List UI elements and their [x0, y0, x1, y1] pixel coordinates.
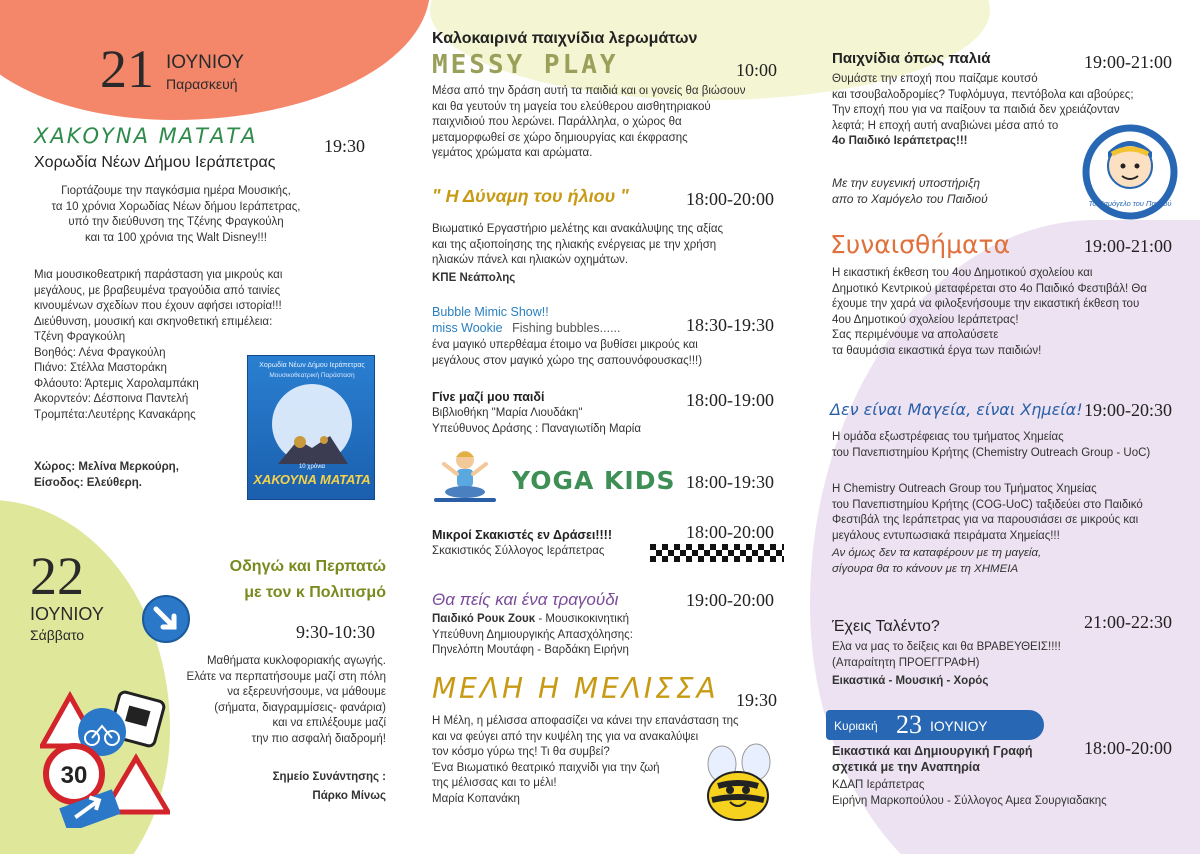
- month-22: ΙΟΥΝΙΟΥ: [30, 604, 104, 624]
- chem-time: 19:00-20:30: [1084, 400, 1172, 420]
- text-line: μεγάλους, με βραβευμένα τραγούδια από ταινίες: [34, 284, 281, 297]
- text-line: Αν όμως δεν τα καταφέρουν με τη μαγεία,: [832, 547, 1042, 559]
- text-line: τον κόσμο γύρω της! Τι θα συμβεί?: [432, 746, 610, 758]
- library-line2: Υπεύθυνος Δράσης : Παναγιωτίδη Μαρία: [432, 422, 641, 435]
- text-line: Την εποχή που για να παίξουν τα παιδιά δεν χρειάζονταν: [832, 104, 1120, 116]
- bubble-line1: Bubble Mimic Show!!: [432, 305, 549, 319]
- emotions-body: [832, 266, 1188, 359]
- date-21: [100, 39, 300, 102]
- messy-heading: Καλοκαιρινά παιχνίδια λερωμάτων: [432, 30, 698, 47]
- text-line: Η Μέλη, η μέλισσα αποφασίζει να κάνει την επανάσταση της: [432, 715, 739, 727]
- text-line: ηλιακών πάνελ και ηλιακών οχημάτων.: [432, 254, 629, 266]
- text-line: Τρομπέτα:Λευτέρης Κανακάρης: [34, 408, 196, 421]
- text-line: κινουμένων σχεδίων που έχουν αφήσει ιστορία!!!: [34, 300, 282, 312]
- art-body: [832, 778, 1188, 809]
- text-line: και τα 100 χρόνια της Walt Disney!!!: [85, 231, 267, 244]
- talent-body: [832, 640, 1188, 690]
- text-line: Πιάνο: Στέλλα Μαστοράκη: [34, 362, 167, 374]
- text-line: παιχνιδιού που λερώνει. Παράλληλα, ο χώρος θα: [432, 116, 682, 128]
- poster-show-text: Μουσικοθεατρική Παράσταση: [269, 372, 355, 379]
- hakuna-time: 19:30: [324, 136, 366, 156]
- date-22: [30, 548, 130, 658]
- text-line: υπό την διεύθυνση της Τζένης Φραγκούλη: [68, 216, 284, 228]
- text-line: Ένα Βιωματικό θεατρικό παιχνίδι για την ζωή: [432, 761, 660, 774]
- hakuna-title: ΧΑΚΟΥΝΑ ΜΑΤΑΤΑ: [34, 124, 258, 148]
- text-line: Η ομάδα εξωστρέφειας του τμήματος Χημείας: [832, 431, 1064, 443]
- text-line: την πιο ασφαλή διαδρομή!: [251, 732, 386, 745]
- song-line1: [432, 612, 792, 628]
- bubble-line2: [432, 320, 621, 336]
- text-line: Σας περιμένουμε να απολαύσετε: [832, 329, 999, 341]
- emotions-time: 19:00-21:00: [1084, 236, 1172, 256]
- sun-title: " Η Δύναμη του ήλιου ": [432, 186, 629, 206]
- text-line: Θυμάστε την εποχή που παίζαμε κουτσό: [832, 73, 1038, 85]
- text-line: μεταμορφωθεί σε χώρο δημιουργίας και έκφρασης: [432, 131, 688, 144]
- song-title: Θα πείς και ένα τραγούδι: [432, 590, 619, 609]
- song-line2: Υπεύθυνη Δημιουργικής Απασχόλησης:: [432, 628, 633, 641]
- chess-time: 18:00-20:00: [686, 522, 774, 542]
- text-line: και θα γευτούν τη μαγεία του ελεύθερου αισθητηριακού: [432, 100, 711, 113]
- chess-org: Σκακιστικός Σύλλογος Ιεράπετρας: [432, 545, 605, 557]
- text-line: (σήματα, διαγραμμίσεις- φανάρια): [214, 701, 386, 714]
- day-number-22: 22: [30, 546, 84, 606]
- chem-p3: [832, 546, 1188, 577]
- odigo-body: [150, 654, 386, 747]
- old-time: 19:00-21:00: [1084, 52, 1172, 72]
- hakuna-para1: [20, 184, 332, 246]
- text-line: και τσουβαλοδρομίες? Τυφλόμυγα, πεντόβολα και αβούρες;: [832, 88, 1134, 101]
- month-21: ΙΟΥΝΙΟΥ: [166, 52, 244, 73]
- chem-p1: [832, 430, 1188, 461]
- emotions-title: Συναισθήματα: [830, 230, 1011, 259]
- text-line: ένα μαγικό υπερθέαμα έτοιμο να βυθίσει μικρούς και: [432, 339, 698, 351]
- hakuna-poster: [247, 355, 375, 500]
- song-line3: Πηνελόπη Μουτάφη - Βαρδάκη Ειρήνη: [432, 644, 629, 656]
- meeting-place: Πάρκο Μίνως: [312, 789, 386, 802]
- chessboard-strip-icon: [650, 544, 784, 562]
- text-line: Μια μουσικοθεατρική παράσταση για μικρούς και: [34, 269, 283, 281]
- art-title-line2: σχετικά με την Αναπηρία: [832, 759, 980, 774]
- speed-sign-text: 30: [60, 762, 88, 789]
- text-line: και να φεύγει από την κυψέλη της για να ανακαλύψει: [432, 730, 699, 743]
- library-body: [432, 406, 792, 437]
- old-support: [832, 176, 988, 207]
- support-line1: Με την ευγενική υποστήριξη: [832, 176, 980, 190]
- sun-org: ΚΠΕ Νεάπολης: [432, 271, 516, 284]
- yoga-time: 18:00-19:30: [686, 472, 774, 492]
- sunday-bar: [826, 710, 1044, 740]
- bee-icon: [700, 740, 784, 824]
- arrow-sign-icon: [141, 594, 191, 644]
- library-line1: Βιβλιοθήκη "Μαρία Λιουδάκη": [432, 407, 583, 419]
- text-line: Τζένη Φραγκούλη: [34, 331, 126, 343]
- text-line: H Chemistry Outreach Group του Τμήματος Χημείας: [832, 483, 1097, 495]
- chess-title: Μικροί Σκακιστές εν Δράσει!!!!: [432, 528, 612, 542]
- day-number-21: 21: [100, 39, 154, 99]
- weekday-22: Σάββατο: [30, 627, 85, 643]
- text-line: Μαθήματα κυκλοφοριακής αγωγής.: [206, 655, 386, 667]
- sunday-prefix: Κυριακή: [834, 719, 878, 733]
- traffic-signs-icon: [40, 688, 170, 828]
- bubble-time: 18:30-19:30: [686, 315, 774, 335]
- text-line: Γιορτάζουμε την παγκόσμια ημέρα Μουσικής,: [61, 185, 291, 197]
- bubble-body: [432, 338, 792, 369]
- support-line2: απο το Χαμόγελο του Παιδιού: [832, 191, 988, 206]
- logo-text: Το Χαμόγελο του Παιδιού: [1088, 199, 1172, 208]
- bubble-subtitle: Fishing bubbles......: [512, 321, 621, 335]
- text-line: Φεστιβάλ της Ιεράπετρας για να παρουσιάσει σε μικρούς και: [832, 514, 1139, 526]
- talent-line2: (Απαραίτητη ΠΡΟΕΓΓΡΑΦΗ): [832, 656, 980, 669]
- song-body: [432, 612, 792, 659]
- hakuna-subtitle: Χορωδία Νέων Δήμου Ιεράπετρας: [34, 154, 276, 171]
- art-time: 18:00-20:00: [1084, 738, 1172, 758]
- sunday-number: 23: [896, 710, 922, 739]
- text-line: Η εικαστική έκθεση του 4ου Δημοτικού σχολείου και: [832, 267, 1093, 279]
- art-line1: ΚΔΑΠ Ιεράπετρας: [832, 779, 925, 791]
- bee-title: ΜΕΛΗ Η ΜΕΛΙΣΣΑ: [432, 672, 719, 705]
- odigo-time: 9:30-10:30: [296, 622, 375, 642]
- library-time: 18:00-19:00: [686, 390, 774, 410]
- sunday-month: ΙΟΥΝΙΟΥ: [930, 718, 988, 734]
- art-title: [832, 744, 1032, 775]
- text-line: Μέσα από την δράση αυτή τα παιδιά και οι γονείς θα βιώσουν: [432, 85, 746, 97]
- text-line: Μαρία Κοπανάκη: [432, 792, 520, 805]
- messy-time: 10:00: [736, 60, 778, 80]
- messy-title: MESSY PLAY: [432, 50, 619, 80]
- bee-time: 19:30: [736, 690, 778, 710]
- odigo-title-line1: Οδηγώ και Περπατώ: [229, 558, 386, 575]
- venue-text: Χώρος: Μελίνα Μερκούρη,: [34, 461, 179, 473]
- art-title-line1: Εικαστικά και Δημιουργική Γραφή: [832, 744, 1033, 758]
- text-line: γεμάτος χρώματα και αρώματα.: [432, 147, 593, 159]
- text-line: Δημοτικό Κεντρικού μεταφέρεται στο 4ο Παιδικό Φεστιβάλ! Θα: [832, 282, 1147, 295]
- weekday-21: Παρασκευή: [166, 76, 238, 92]
- text-line: του Πανεπιστημίου Κρήτης (COG-UoC) ταξιδεύει στο Παιδικό: [832, 498, 1143, 511]
- odigo-title-line2: με τον κ Πολιτισμό: [244, 584, 386, 601]
- hakuna-venue: [34, 460, 179, 491]
- text-line: μεγάλους στον μαγικό χώρο της σαπουνόφουσκας!!!): [432, 354, 703, 367]
- art-line2: Ειρήνη Μαρκοπούλου - Σύλλογος Αμεα Σουργιαδακης: [832, 794, 1107, 807]
- old-title: Παιχνίδια όπως παλιά: [832, 50, 991, 67]
- text-line: να εξερευνήσουμε, να μάθουμε: [227, 686, 386, 698]
- text-line: έχουμε την χαρά να φιλοξενήσουμε την εικαστική έκθεση του: [832, 298, 1140, 310]
- text-line: μεγάλους εντυπωσιακά πειράματα Χημείας!!!: [832, 529, 1060, 542]
- talent-line1: Ελα να μας το δείξεις και θα ΒΡΑΒΕΥΘΕΙΣ!!!!: [832, 641, 1061, 653]
- text-line: Ελάτε να περπατήσουμε μαζί στη πόλη: [186, 670, 386, 683]
- text-line: λεφτά; Η εποχή αυτή αναβιώνει μέσα από το: [832, 119, 1059, 132]
- text-line: 4ου Δημοτικού σχολείου Ιεράπετρας!: [832, 313, 1019, 326]
- entry-text: Είσοδος: Ελεύθερη.: [34, 476, 142, 489]
- sun-body: [432, 222, 792, 286]
- poster-choir-text: Χορωδία Νέων Δήμου Ιεράπετρας: [259, 362, 365, 369]
- bubble-performer: miss Wookie: [432, 321, 503, 335]
- talent-time: 21:00-22:30: [1084, 612, 1172, 632]
- song-show-name: Παιδικό Ρουκ Ζουκ: [432, 613, 536, 625]
- library-title: Γίνε μαζί μου παιδί: [432, 390, 545, 404]
- messy-body: [432, 84, 792, 162]
- text-line: και της αξιοποίησης της ηλιακής ενέργειας με την χρήση: [432, 238, 717, 251]
- yoga-title: YOGA KIDS: [512, 466, 676, 495]
- poster-years-text: 10 χρόνια: [298, 464, 326, 470]
- text-line: Φλάουτο: Άρτεμις Χαρολαμπάκη: [34, 377, 199, 390]
- text-line: Διεύθυνση, μουσική και σκηνοθετική επιμέλεια:: [34, 315, 273, 328]
- old-fest: 4ο Παιδικό Ιεράπετρας!!!: [832, 135, 968, 147]
- sun-time: 18:00-20:00: [686, 189, 774, 209]
- text-line: Ακορντεόν: Δέσποινα Παντελή: [34, 393, 189, 405]
- smile-of-child-logo-icon: [1082, 124, 1178, 220]
- yoga-girl-icon: [432, 448, 498, 506]
- text-line: και να επιλέξουμε μαζί: [272, 717, 386, 729]
- chem-p2: [832, 482, 1188, 544]
- text-line: τα θαυμάσια εικαστικά έργα των παιδιών!: [832, 344, 1042, 357]
- text-line: της μέλισσας και το μέλι!: [432, 777, 557, 789]
- song-time: 19:00-20:00: [686, 590, 774, 610]
- text-line: Βιωματικό Εργαστήριο μελέτης και ανακάλυψης της αξίας: [432, 223, 724, 235]
- bubble-title: [432, 304, 621, 336]
- odigo-meeting: [200, 770, 386, 804]
- text-line: τα 10 χρόνια Χορωδίας Νέων δήμου Ιεράπετρας,: [51, 200, 301, 213]
- song-show-type: - Μουσικοκινητική: [538, 613, 629, 625]
- poster-title-text: ΧΑΚΟΥΝΑ ΜΑΤΑΤΑ: [253, 472, 371, 487]
- text-line: του Πανεπιστημίου Κρήτης (Chemistry Outreach Group - UoC): [832, 446, 1151, 459]
- chem-title: Δεν είναι Μαγεία, είναι Χημεία!: [830, 400, 1083, 419]
- talent-line3: Εικαστικά - Μουσική - Χορός: [832, 675, 989, 687]
- text-line: σίγουρα θα το κάνουν με τη ΧΗΜΕΙΑ: [832, 562, 1019, 575]
- meeting-label: Σημείο Συνάντησης :: [272, 771, 386, 783]
- text-line: Βοηθός: Λένα Φραγκούλη: [34, 346, 166, 359]
- talent-title: Έχεις Ταλέντο?: [832, 618, 940, 635]
